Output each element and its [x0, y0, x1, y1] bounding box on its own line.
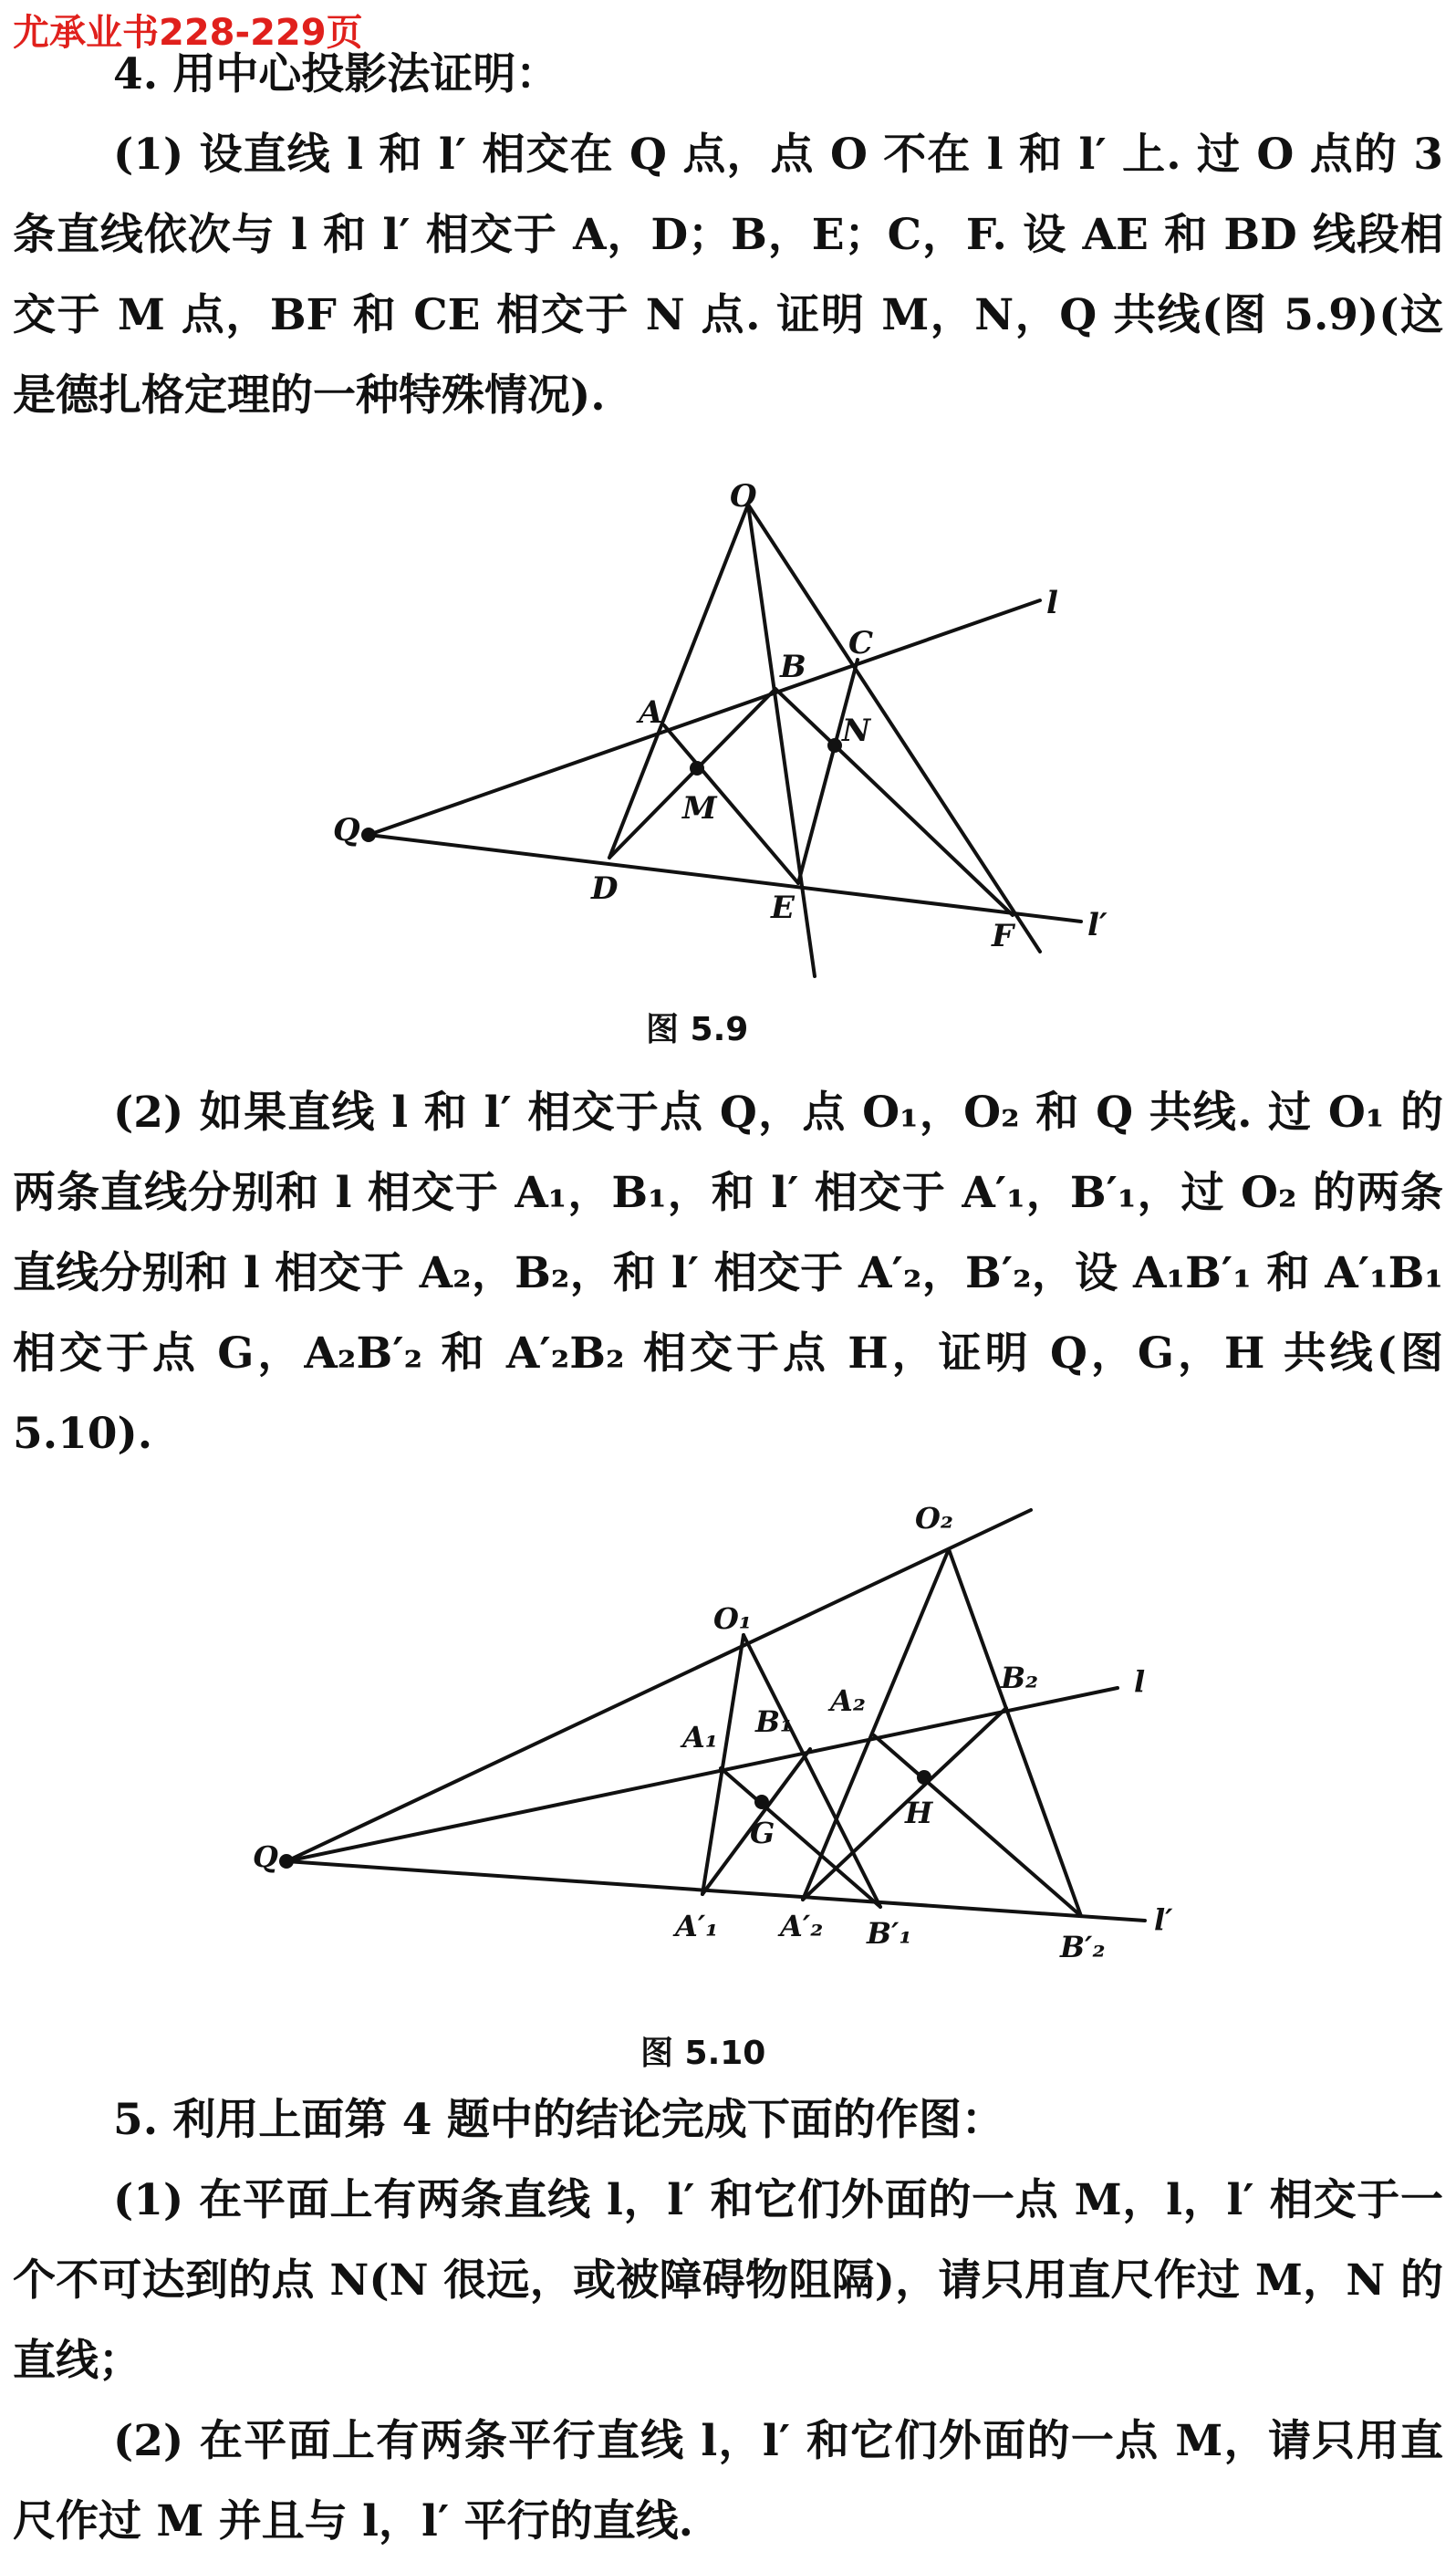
label-l-prime: l′ [1087, 907, 1108, 943]
point-Q [361, 828, 376, 842]
label-A2p: A′₂ [780, 1909, 824, 1943]
label-A1p: A′₁ [675, 1909, 719, 1943]
label-B1: B₁ [755, 1704, 794, 1739]
label-A2: A₂ [830, 1683, 866, 1718]
point-H [917, 1770, 931, 1785]
label-Q: Q [253, 1839, 278, 1874]
figure-5-10 [0, 1460, 1456, 2026]
line-O2-B2p [949, 1549, 1081, 1916]
figure-5-9-caption: 图 5.9 [646, 1011, 749, 1048]
label-O2: O₂ [915, 1501, 953, 1536]
label-B1p: B′₁ [867, 1916, 912, 1951]
point-N [827, 738, 842, 753]
label-F: F [992, 918, 1014, 954]
point-Q [279, 1854, 294, 1869]
label-B2p: B′₂ [1060, 1930, 1106, 1964]
label-H: H [905, 1796, 933, 1830]
label-l-prime: l′ [1154, 1902, 1173, 1937]
label-B2: B₂ [1001, 1661, 1039, 1695]
label-G: G [750, 1816, 775, 1850]
problem-4-part-2: (2) 如果直线 l 和 l′ 相交于点 Q，点 O₁，O₂ 和 Q 共线. 过 O₁ 的两条直线分别和 l 相交于 A₁，B₁，和 l′ 相交于 A′₁，B′₁，过 O₂ 的两条直线分别和 l 相交于 A₂，B₂，和 l′ 相交于 A′₂，B′₂，设 A₁B′₁ 和 A′₁B₁ 相交于点 G，A₂B′₂ 和 A′₂B₂ 相交于点 H，证明 Q，G，H 共线(图 5.10). [13, 1088, 1443, 1459]
label-O1: O₁ [713, 1601, 752, 1636]
segment-BF [775, 689, 1013, 915]
label-A: A [639, 694, 663, 731]
label-Q: Q [333, 812, 360, 849]
line-O1-B1p [744, 1635, 880, 1907]
problem-4-part-1: (1) 设直线 l 和 l′ 相交在 Q 点，点 O 不在 l 和 l′ 上. 过 O 点的 3 条直线依次与 l 和 l′ 相交于 A，D；B，E；C，F. 设 AE 和 BD 线段相交于 M 点，BF 和 CE 相交于 N 点. 证明 M，N，Q 共线(图 5.9)(这是德扎格定理的一种特殊情况). [13, 130, 1443, 421]
line-O2-A2p [803, 1549, 949, 1900]
source-note: 尤承业书228-229页 [13, 12, 363, 54]
problem-5-part-2: (2) 在平面上有两条平行直线 l，l′ 和它们外面的一点 M，请只用直尺作过 M 并且与 l，l′ 平行的直线. [13, 2416, 1443, 2546]
label-M: M [682, 790, 717, 827]
label-D: D [591, 870, 619, 907]
problem-5-part-1: (1) 在平面上有两条直线 l，l′ 和它们外面的一点 M，l，l′ 相交于一个不可达到的点 N(N 很远，或被障碍物阻隔)，请只用直尺作过 M，N 的直线； [13, 2175, 1443, 2386]
label-l: l [1134, 1664, 1146, 1699]
line-O1-A1p [702, 1635, 744, 1894]
line-OD [609, 505, 748, 858]
point-G [754, 1795, 769, 1809]
label-A1: A₁ [682, 1720, 718, 1755]
figure-5-9 [0, 0, 1456, 1004]
figure-5-10-caption: 图 5.10 [640, 2035, 766, 2072]
line-l [286, 1688, 1118, 1861]
label-E: E [771, 890, 795, 926]
label-C: C [848, 625, 874, 661]
problem-4-title: 4. 用中心投影法证明： [113, 49, 559, 99]
point-M [690, 761, 704, 776]
label-O: O [730, 478, 757, 515]
label-l: l [1046, 585, 1058, 621]
label-B: B [780, 649, 806, 685]
problem-5-title: 5. 利用上面第 4 题中的结论完成下面的作图： [113, 2095, 1004, 2145]
segment-CE [798, 660, 858, 883]
label-N: N [842, 713, 871, 749]
